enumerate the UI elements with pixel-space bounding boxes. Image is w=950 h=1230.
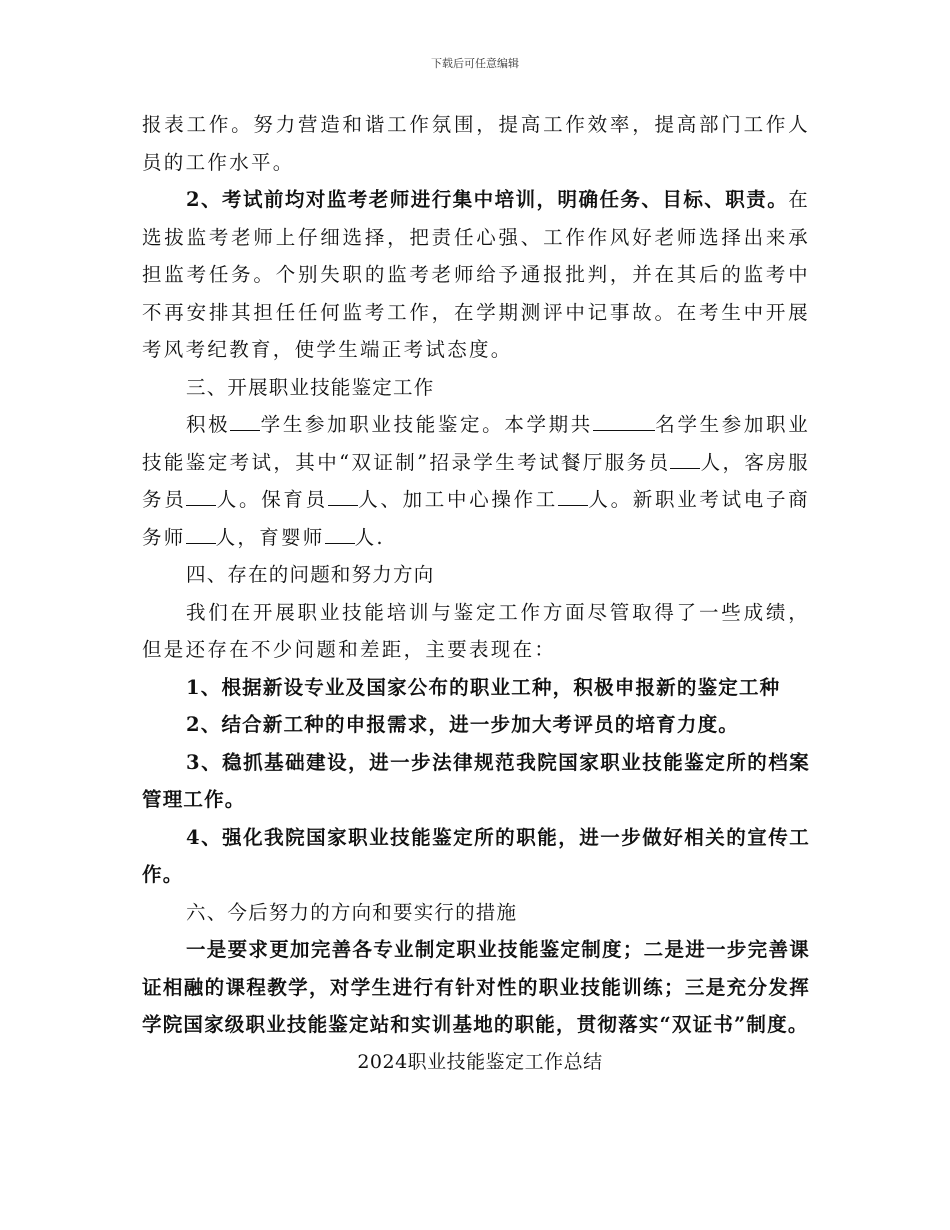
list-item-1: 1、根据新设专业及国家公布的职业工种，积极申报新的鉴定工种 [186, 675, 781, 699]
paragraph-2-lead: 2、考试前均对监考老师进行集中培训，明确任务、目标、职责。 [186, 188, 789, 211]
paragraph-3-text-2: 学生参加职业技能鉴定。本学期共 [260, 413, 593, 436]
paragraph-3-text-5: 人。保育员 [216, 488, 328, 511]
paragraph-3-text-6: 人、加工中心操作工 [357, 488, 558, 511]
paragraph-2-body: 在选拔监考老师上仔细选择，把责任心强、工作作风好老师选择出来承担监考任务。个别失职的监考老师给予通报批判，并在其后的监考中不再安排其担任任何监考工作，在学期测评中记事故。在考生中开展考风考纪教育，使学生端正考试态度。 [142, 188, 810, 361]
fill-blank [186, 524, 216, 544]
heading-section-3: 三、开展职业技能鉴定工作 [186, 375, 435, 399]
paragraph-2 [142, 181, 810, 369]
heading-section-6: 六、今后努力的方向和要实行的措施 [186, 900, 518, 924]
fill-blank [230, 411, 260, 431]
fill-blank [325, 524, 355, 544]
paragraph-3-text-3: 名学生参加职业技能鉴定考试，其中“双证制”招录学生考试餐厅服务员 [142, 413, 810, 474]
fill-blank [593, 411, 655, 431]
page-header: 下载后可任意编辑 [431, 57, 519, 70]
fill-blank [328, 486, 358, 506]
fill-blank [186, 486, 216, 506]
paragraph-1: 报表工作。努力营造和谐工作氛围，提高工作效率，提高部门工作人员的工作水平。 [142, 113, 810, 174]
paragraph-3-text-4: 人，客房服务员 [142, 450, 810, 511]
paragraph-3-text-1: 积极 [186, 413, 231, 436]
list-item-3: 3、稳抓基础建设，进一步法律规范我院国家职业技能鉴定所的档案管理工作。 [142, 750, 810, 811]
list-item-4: 4、强化我院国家职业技能鉴定所的职能，进一步做好相关的宣传工作。 [142, 825, 810, 886]
paragraph-3 [142, 406, 810, 556]
document-title: 2024职业技能鉴定工作总结 [357, 1050, 603, 1073]
paragraph-3-text-8: 人，育婴师 [215, 525, 325, 549]
paragraph-4: 我们在开展职业技能培训与鉴定工作方面尽管取得了一些成绩，但是还存在不少问题和差距，主要表现在： [142, 600, 810, 661]
fill-blank [558, 486, 588, 506]
paragraph-3-text-7: 人。新职业考试电子商务师 [142, 488, 810, 549]
document-body [142, 106, 810, 1081]
paragraph-3-text-9: 人. [354, 525, 385, 549]
fill-blank [670, 449, 700, 469]
paragraph-6: 一是要求更加完善各专业制定职业技能鉴定制度；二是进一步完善课证相融的课程教学，对学生进行有针对性的职业技能训练；三是充分发挥学院国家级职业技能鉴定站和实训基地的职能，贯彻落实“双证书”制度。 [142, 938, 810, 1036]
list-item-2: 2、结合新工种的申报需求，进一步加大考评员的培育力度。 [186, 713, 739, 736]
heading-section-4: 四、存在的问题和努力方向 [186, 563, 435, 586]
